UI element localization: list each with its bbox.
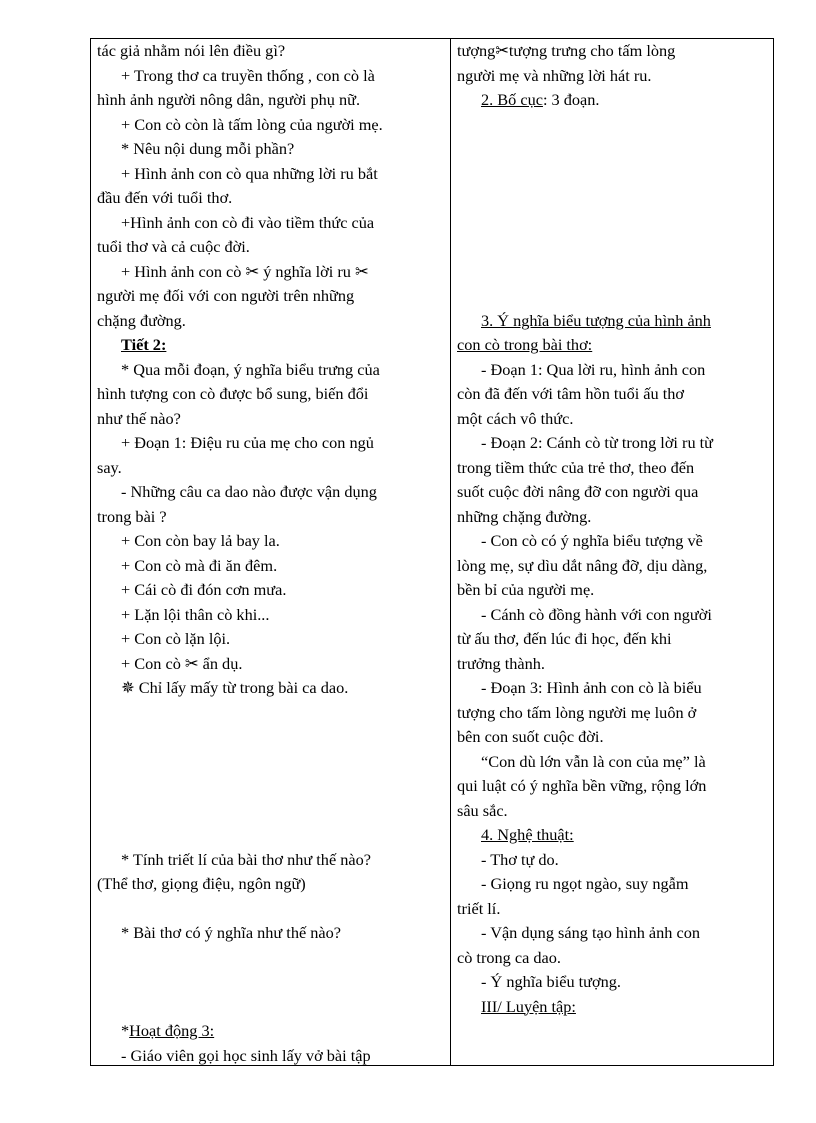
- text-line: - Con cò có ý nghĩa biểu tượng về: [481, 531, 703, 550]
- text-line: - Những câu ca dao nào được vận dụng: [121, 482, 377, 501]
- text-line: + Đoạn 1: Điệu ru của mẹ cho con ngủ: [121, 433, 374, 452]
- text-line: cò trong ca dao.: [457, 947, 561, 967]
- text-line: còn đã đến với tâm hồn tuổi ấu thơ: [457, 384, 685, 403]
- text-line: + Trong thơ ca truyền thống , con cò là: [121, 65, 375, 85]
- text-line: - Đoạn 1: Qua lời ru, hình ảnh con: [481, 359, 706, 379]
- text-line: - Giọng ru ngọt ngào, suy ngẫm: [481, 874, 689, 893]
- text-line: - Vận dụng sáng tạo hình ảnh con: [481, 923, 701, 942]
- section-heading: [97, 333, 445, 358]
- text-line: tuổi thơ và cả cuộc đời.: [97, 237, 250, 256]
- lesson-period-title: Tiết 2:: [121, 335, 167, 354]
- text-line: * Bài thơ có ý nghĩa như thế nào?: [121, 923, 341, 942]
- text-line: + Con cò còn là tấm lòng của người mẹ.: [121, 114, 383, 134]
- activity-star: *: [121, 1021, 130, 1040]
- text-line: + Con còn bay lả bay la.: [121, 531, 280, 550]
- text-line: người mẹ và những lời hát ru.: [457, 65, 652, 85]
- text-line: những chặng đường.: [457, 506, 592, 526]
- text-line: suốt cuộc đời nâng đỡ con người qua: [457, 482, 699, 501]
- text-line: bền bỉ của người mẹ.: [457, 580, 595, 599]
- text-line: + Hình ảnh con cò ✂ ý nghĩa lời ru ✂: [121, 261, 369, 281]
- text-line: - Thơ tự do.: [481, 849, 559, 869]
- text-line: - Ý nghĩa biểu tượng.: [481, 972, 621, 991]
- lesson-content-column: [457, 39, 771, 1019]
- text-line: lòng mẹ, sự dìu dắt nâng đỡ, dịu dàng,: [457, 555, 708, 575]
- text-line: + Con cò mà đi ăn đêm.: [121, 555, 278, 575]
- text-line: bên con suốt cuộc đời.: [457, 727, 604, 746]
- section-heading: [97, 1019, 445, 1044]
- text-line: hình tượng con cò được bổ sung, biến đổi: [97, 384, 369, 403]
- text-line: + Cái cò đi đón cơn mưa.: [121, 580, 287, 599]
- text-line: (Thể thơ, giọng điệu, ngôn ngữ): [97, 874, 306, 893]
- text-line: người mẹ đối với con người trên những: [97, 286, 355, 305]
- text-line: ✵ Chỉ lấy mấy từ trong bài ca dao.: [121, 678, 349, 697]
- text-line: sâu sắc.: [457, 800, 508, 820]
- text-line: như thế nào?: [97, 408, 181, 428]
- text-line: * Tính triết lí của bài thơ như thế nào?: [121, 849, 371, 869]
- text-line: +Hình ảnh con cò đi vào tiềm thức của: [121, 212, 375, 232]
- text-line: triết lí.: [457, 898, 501, 918]
- text-line: tác giả nhằm nói lên điều gì?: [97, 41, 286, 60]
- text-line: say.: [97, 457, 122, 477]
- text-line: tượng✂tượng trưng cho tấm lòng: [457, 41, 676, 60]
- text-line: qui luật có ý nghĩa bền vững, rộng lớn: [457, 776, 707, 795]
- text-line: tượng cho tấm lòng người mẹ luôn ở: [457, 702, 697, 722]
- text-line: từ ấu thơ, đến lúc đi học, đến khi: [457, 629, 672, 648]
- structure-value: : 3 đoạn.: [542, 90, 600, 109]
- text-line: trong tiềm thức của trẻ thơ, theo đến: [457, 457, 695, 477]
- text-line: - Giáo viên gọi học sinh lấy vở bài tập: [121, 1045, 371, 1065]
- text-line: trong bài ?: [97, 506, 167, 526]
- text-line: + Hình ảnh con cò qua những lời ru bắt: [121, 163, 378, 183]
- text-line: đầu đến với tuổi thơ.: [97, 188, 233, 207]
- text-line: * Nêu nội dung mỗi phần?: [121, 139, 295, 158]
- text-line: một cách vô thức.: [457, 408, 574, 428]
- text-line: + Con cò lặn lội.: [121, 629, 231, 648]
- text-line: - Đoạn 3: Hình ảnh con cò là biểu: [481, 678, 702, 697]
- text-line: + Lặn lội thân cò khi...: [121, 604, 270, 624]
- section-heading: 4. Nghệ thuật:: [481, 825, 574, 844]
- column-divider: [450, 39, 451, 1065]
- activity-3-title: Hoạt động 3:: [129, 1021, 215, 1040]
- text-line: “Con dù lớn vẫn là con của mẹ” là: [481, 751, 706, 771]
- text-line: + Con cò ✂ ẩn dụ.: [121, 653, 243, 673]
- structure-heading: 2. Bố cục: [481, 90, 543, 109]
- text-line: hình ảnh người nông dân, người phụ nữ.: [97, 90, 361, 109]
- teacher-activity-column: [97, 39, 445, 1068]
- section-heading: III/ Luyện tập:: [481, 996, 576, 1016]
- lesson-table: [90, 38, 774, 1066]
- text-line: trưởng thành.: [457, 653, 545, 673]
- text-line: - Đoạn 2: Cánh cò từ trong lời ru từ: [481, 433, 713, 452]
- section-heading: [457, 88, 771, 113]
- text-line: * Qua mỗi đoạn, ý nghĩa biểu trưng của: [121, 359, 380, 379]
- text-line: chặng đường.: [97, 310, 186, 330]
- text-line: - Cánh cò đồng hành với con người: [481, 604, 712, 624]
- section-heading: 3. Ý nghĩa biểu tượng của hình ảnh: [481, 310, 711, 330]
- section-heading: con cò trong bài thơ:: [457, 335, 593, 354]
